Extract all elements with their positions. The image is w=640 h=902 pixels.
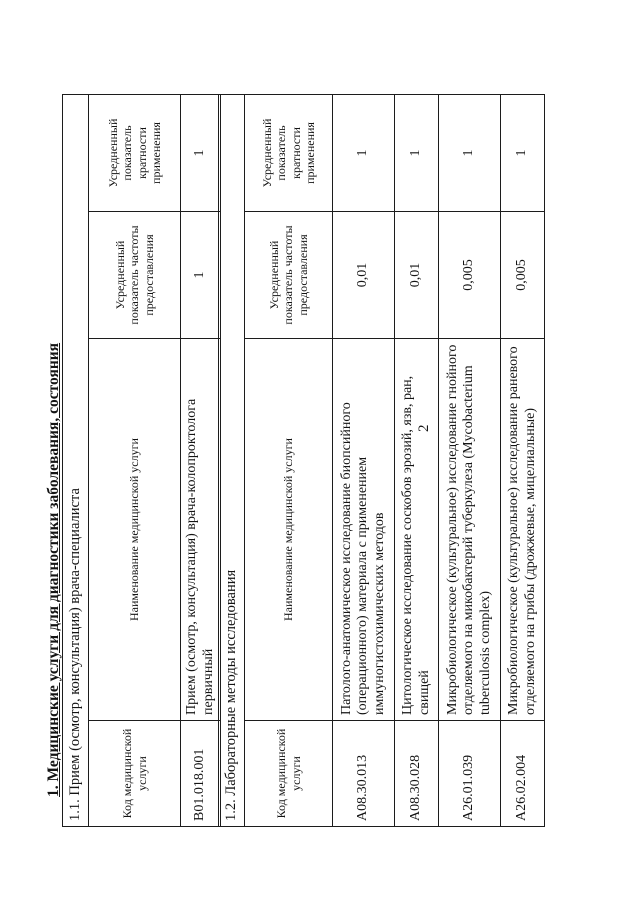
header-name: Наименование медицинской услуги [245,339,333,721]
section-1-1-title: 1.1. Прием (осмотр, консультация) врача-специалиста [67,488,84,821]
header-code: Код медицинской услуги [89,721,181,827]
table-laboratory-methods [218,94,545,827]
service-frequency: 0,005 [501,212,545,339]
service-frequency: 0,01 [333,212,395,339]
header-multiplicity: Усредненный показатель кратности применения [89,94,181,211]
table-row [501,94,545,826]
table-specialist-consultation [62,94,221,827]
header-frequency: Усредненный показатель частоты предоставления [89,212,181,339]
service-code: A08.30.013 [333,721,395,827]
service-multiplicity: 1 [181,94,221,211]
service-code: A26.02.004 [501,721,545,827]
service-code: B01.018.001 [181,721,221,827]
service-code: A26.01.039 [439,721,501,827]
page-heading: 1. Медицинские услуги для диагностики заболевания, состояния [45,342,62,797]
service-name: Микробиологическое (культуральное) исследование раневого отделяемого на грибы (дрожжевые, мицелиальные) [501,339,545,721]
service-multiplicity: 1 [501,94,545,211]
service-multiplicity: 1 [395,94,439,211]
service-frequency: 1 [181,212,221,339]
table-row [333,94,395,826]
table-row [395,94,439,826]
service-name: Патолого-анатомическое исследование биопсийного (операционного) материала с применением иммуногистохимических методов [333,339,395,721]
service-name: Микробиологическое (культуральное) исследование гнойного отделяемого на микобактерий туберкулеза (Mycobacterium tuberculosis complex) [439,339,501,721]
service-multiplicity: 1 [333,94,395,211]
service-code: A08.30.028 [395,721,439,827]
section-1-2-title-cell [219,94,245,826]
service-frequency: 0,005 [439,212,501,339]
section-1-2-title: 1.2. Лабораторные методы исследования [223,569,240,821]
service-name: Цитологическое исследование соскобов эрозий, язв, ран, свищей [395,339,439,721]
service-frequency: 0,01 [395,212,439,339]
service-name: Прием (осмотр, консультация) врача-колопроктолога первичный [181,339,221,721]
header-code: Код медицинской услуги [245,721,333,827]
table-row [439,94,501,826]
header-multiplicity: Усредненный показатель кратности применения [245,94,333,211]
header-frequency: Усредненный показатель частоты предоставления [245,212,333,339]
page-number: 2 [416,424,432,432]
service-multiplicity: 1 [439,94,501,211]
section-1-1-title-cell [63,94,89,826]
header-name: Наименование медицинской услуги [89,339,181,721]
table-row [181,94,221,826]
